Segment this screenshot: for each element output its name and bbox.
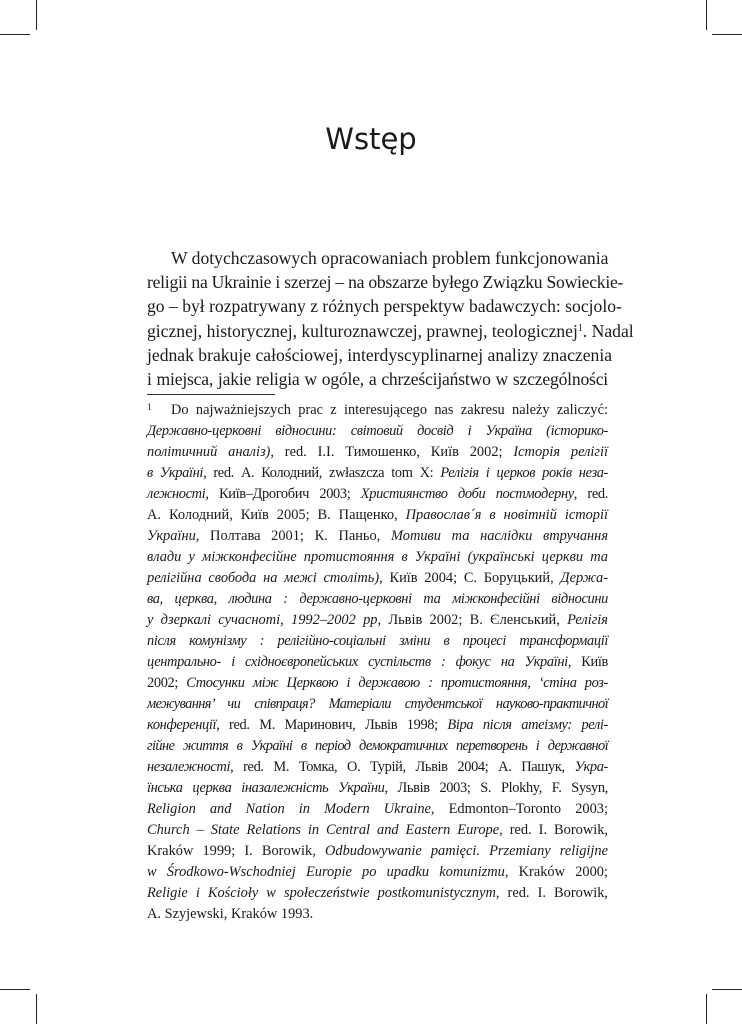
body-line: W dotychczasowych opracowaniach problem funkcjonowania: [171, 248, 609, 268]
citation-text: , Львів 2002; В. Єленський,: [377, 612, 568, 628]
citation-text: , Kraków 2000;: [504, 864, 608, 880]
crop-mark-bottom-right-vertical: [706, 994, 707, 1024]
citation-text: Do najważniejszych prac z interesującego nas zakresu należy zaliczyć:: [171, 402, 608, 418]
footnote-line: [147, 715, 608, 736]
citation-text: , Полтава 2001; К. Паньо,: [195, 528, 391, 544]
body-line: religii na Ukrainie i szerzej – na obszarze byłego Związku Sowieckie-: [147, 272, 624, 293]
citation-title: в Україні: [147, 465, 204, 481]
citation-title: політичний аналіз),: [147, 444, 274, 460]
footnote-lines: [147, 400, 608, 925]
citation-title: w Środkowo-Wschodniej Europie po upadku komunizmu: [147, 864, 505, 880]
footnote-line: [147, 820, 608, 841]
citation-text: , Львів 2003; S. Plokhy, F. Sysyn,: [384, 780, 608, 796]
citation-text: , Київ: [567, 654, 608, 670]
citation-title: незалежності: [147, 759, 231, 775]
citation-title: Православ´я в новітній історії: [405, 507, 608, 523]
footnote-line: [147, 568, 608, 589]
citation-text: 2002;: [147, 675, 187, 691]
citation-title: релігійна свобода на межі століть): [147, 570, 380, 586]
footnote-line: [147, 400, 608, 421]
citation-text: , red. I. Borowik,: [495, 885, 608, 901]
footnote-line: [147, 799, 608, 820]
citation-title: їнська церква іназалежність України: [147, 780, 385, 796]
citation-title: Християнство доби постмодерну: [360, 486, 574, 502]
footnote-line: [147, 484, 608, 505]
footnote-line: [147, 421, 608, 442]
footnote-mark: 1: [147, 403, 152, 413]
footnote-line: [147, 673, 608, 694]
citation-title: конференції: [147, 717, 217, 733]
crop-mark-top-left-vertical: [36, 0, 37, 30]
footnote-line: [147, 694, 608, 715]
footnote-ref[interactable]: 1: [577, 322, 583, 334]
citation-title: Державно-церковні відносини: світовий досвід і Україна (історико-: [147, 423, 608, 439]
citation-text: , red. А. Колодний, zwłaszcza tom X:: [203, 465, 441, 481]
citation-title: Релігія і церков років неза-: [440, 465, 608, 481]
crop-mark-bottom-left-vertical: [36, 994, 37, 1024]
footnote-line: [147, 757, 608, 778]
footnote-line: [147, 610, 608, 631]
footnote-separator: [147, 394, 275, 395]
citation-title: влади у міжконфесійне протистояння в Україні (українські церкви та: [147, 549, 608, 565]
citation-text: А. Колодний, Київ 2005; В. Пащенко,: [147, 507, 406, 523]
citation-text: , red. I. Borowik,: [499, 822, 608, 838]
footnote-line: [147, 526, 608, 547]
citation-text: red. I.I. Тимошенко, Київ 2002;: [273, 444, 514, 460]
citation-title: центрально- і східноєвропейських суспільств : фокус на Україні: [147, 654, 568, 670]
citation-title: Історія релігії: [513, 444, 608, 460]
footnote-line: [147, 631, 608, 652]
body-line: go – był rozpatrywany z różnych perspektyw badawczych: socjolo-: [147, 296, 622, 317]
crop-mark-bottom-left-horizontal: [0, 989, 30, 990]
footnote-line: [147, 841, 608, 862]
footnote-line: [147, 862, 608, 883]
citation-title: після комунізму : релігійно-соціальні зміни в процесі трансформації: [147, 633, 608, 649]
body-line: i miejsca, jakie religia w ogóle, a chrześcijaństwo w szczególności: [147, 369, 608, 390]
citation-title: у дзеркалі сучасноті, 1992–2002 рр: [147, 612, 378, 628]
body-line: jednak brakuje całościowej, interdyscyplinarnej analizy znaczenia: [147, 344, 613, 365]
citation-title: ва, церква, людина : державно-церковні та міжконфесійні відносини: [147, 591, 608, 607]
body-line-with-ref: [147, 319, 634, 343]
citation-title: Мотиви та наслідки втручання: [390, 528, 609, 544]
footnote-line: [147, 736, 608, 757]
citation-text: , Edmonton–Toronto 2003;: [430, 801, 608, 817]
citation-title: лежності: [147, 486, 206, 502]
citation-text: , Київ–Дрогобич 2003;: [205, 486, 361, 502]
citation-title: Стосунки між Церквою і державою : протистояння, ‘стіна роз-: [186, 675, 608, 691]
citation-text: A. Szyjewski, Kraków 1993.: [147, 906, 314, 922]
crop-mark-top-right-horizontal: [712, 34, 742, 35]
body-line-text-tail: . Nadal: [582, 320, 634, 341]
body-paragraph: [147, 246, 634, 391]
citation-title: Religie i Kościoły w społeczeństwie postkomunistycznym: [147, 885, 496, 901]
citation-title: Віра після атеізму: релі-: [447, 717, 608, 733]
citation-text: , red.: [573, 486, 608, 502]
footnote-line: [147, 904, 608, 925]
citation-text: Kraków 1999; I. Borowik,: [147, 843, 325, 859]
citation-text: , red. М. Томка, О. Турій, Львів 2004; А. Пашук,: [230, 759, 575, 775]
citation-title: Religion and Nation in Modern Ukraine: [147, 801, 431, 817]
crop-mark-bottom-right-horizontal: [712, 989, 742, 990]
citation-text: , Київ 2004; С. Боруцький,: [379, 570, 561, 586]
citation-title: гійне життя в Україні в період демократичних перетворень і державної: [147, 738, 608, 754]
footnote-line: [147, 463, 608, 484]
footnote-line: [147, 589, 608, 610]
footnote: [147, 400, 608, 925]
citation-title: Релігія: [567, 612, 608, 628]
body-line-text: gicznej, historycznej, kulturoznawczej, prawnej, teologicznej: [147, 320, 578, 341]
footnote-line: [147, 883, 608, 904]
footnote-line: [147, 505, 608, 526]
citation-title: Church – State Relations in Central and Eastern Europe: [147, 822, 500, 838]
citation-title: Держа-: [560, 570, 608, 586]
footnote-line: [147, 652, 608, 673]
citation-title: Укра-: [574, 759, 608, 775]
footnote-line: [147, 778, 608, 799]
footnote-line: [147, 547, 608, 568]
citation-title: Odbudowywanie pamięci. Przemiany religijne: [324, 843, 608, 859]
citation-text: , red. М. Маринович, Львів 1998;: [216, 717, 448, 733]
citation-title: межування’ чи співпраця? Матеріали студентської науково-практичної: [147, 696, 608, 712]
page-title: Wstęp: [325, 122, 417, 156]
footnote-line: [147, 442, 608, 463]
crop-mark-top-right-vertical: [706, 0, 707, 30]
citation-title: України: [147, 528, 196, 544]
crop-mark-top-left-horizontal: [0, 34, 30, 35]
